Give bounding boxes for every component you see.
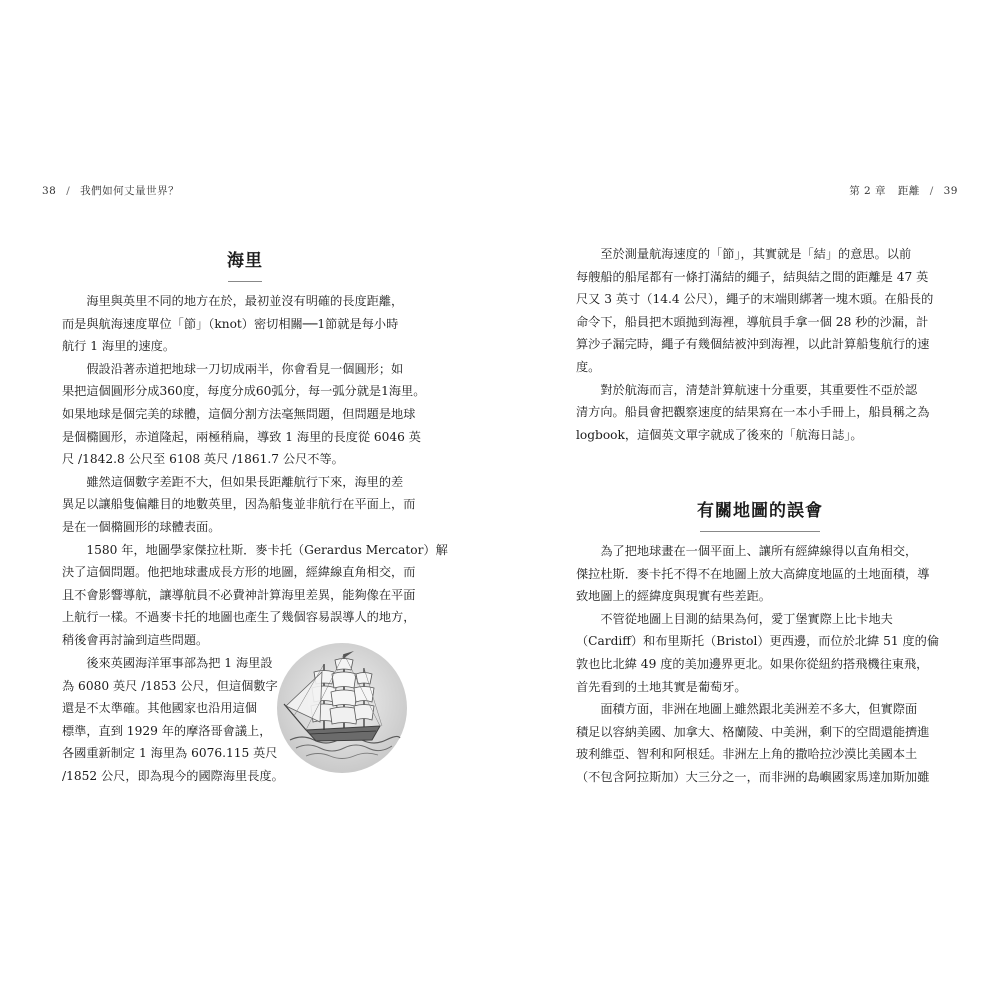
text-line: 各國重新制定 1 海里為 6076.115 英尺: [62, 746, 278, 761]
text-line: 果把這個圓形分成360度，每度分成60弧分，每一弧分就是1海里。: [62, 384, 426, 399]
text-line: 傑拉杜斯．麥卡托不得不在地圖上放大高緯度地區的土地面積，導: [576, 566, 930, 581]
text-line: 異足以讓船隻偏離目的地數英里，因為船隻並非航行在平面上，而: [62, 497, 416, 512]
text-line: 標準，直到 1929 年的摩洛哥會議上，: [62, 723, 272, 738]
text-line: 積足以容納美國、加拿大、格蘭陵、中美洲，剩下的空間還能擠進: [576, 724, 930, 739]
section-title-nautical-mile: [190, 246, 300, 282]
text-line: /1852 公尺，即為現今的國際海里長度。: [62, 768, 284, 783]
text-line: 敦也比北緯 49 度的美加邊界更北。如果你從紐約搭飛機往東飛，: [576, 656, 929, 671]
sailing-ship-icon: [276, 642, 408, 774]
text-line: 還是不太準確。其他國家也沿用這個: [62, 701, 257, 716]
text-line: 不管從地圖上目測的結果為何，愛丁堡實際上比卡地夫: [576, 611, 893, 626]
text-line: 算沙子漏完時，繩子有幾個結被沖到海裡，以此計算船隻航行的速: [576, 337, 930, 352]
text-line: 是在一個橢圓形的球體表面。: [62, 519, 221, 534]
text-line: 上航行一樣。不過麥卡托的地圖也產生了幾個容易誤導人的地方，: [62, 610, 416, 625]
section-title-text: 有關地圖的誤會: [697, 501, 823, 521]
text-line: 後來英國海洋軍事部為把 1 海里設: [62, 656, 273, 670]
text-line: 面積方面，非洲在地圖上雖然跟北美洲差不多大，但實際面: [576, 702, 918, 717]
text-line: 對於航海而言，清楚計算航速十分重要，其重要性不亞於認: [576, 382, 918, 397]
text-line: 尺 /1842.8 公尺至 6108 英尺 /1861.7 公尺不等。: [62, 452, 344, 467]
text-line: 且不會影響導航，讓導航員不必費神計算海里差異，能夠像在平面: [62, 587, 416, 602]
text-line: 雖然這個數字差距不大，但如果長距離航行下來，海里的差: [62, 474, 404, 489]
running-head-separator: /: [929, 185, 934, 197]
running-head-separator: /: [66, 185, 71, 197]
text-line: 而是與航海速度單位「節」（knot）密切相關──1節就是每小時: [62, 316, 399, 331]
text-line: 海里與英里不同的地方在於，最初並沒有明確的長度距離，: [62, 294, 404, 308]
section-title-rule: [228, 281, 262, 282]
section-title-map-misconceptions: [680, 496, 840, 532]
running-head-left: [42, 183, 179, 198]
text-line: （Cardiff）和布里斯托（Bristol）更西邊，而位於北緯 51 度的倫: [576, 634, 940, 649]
body-text-right-bottom: [576, 540, 956, 789]
text-line: 航行 1 海里的速度。: [62, 339, 176, 354]
text-line: （不包含阿拉斯加）大三分之一，而非洲的島嶼國家馬達加斯加雖: [576, 769, 930, 784]
text-line: 清方向。船員會把觀察速度的結果寫在一本小手冊上，船員稱之為: [576, 405, 930, 420]
text-line: 假設沿著赤道把地球一刀切成兩半，你會看見一個圓形；如: [62, 361, 404, 376]
running-head-right: [849, 183, 958, 198]
page-number-right: 39: [943, 185, 958, 197]
text-line: 為 6080 英尺 /1853 公尺，但這個數字: [62, 678, 278, 693]
text-line: 尺又 3 英寸（14.4 公尺），繩子的末端則綁著一塊木頭。在船長的: [576, 292, 934, 307]
text-line: 度。: [576, 359, 601, 374]
text-line: 至於測量航海速度的「節」，其實就是「結」的意思。以前: [576, 247, 912, 261]
section-title-text: 海里: [227, 251, 263, 271]
text-line: 如果地球是個完美的球體，這個分割方法毫無問題，但問題是地球: [62, 406, 416, 421]
text-line: 玻利維亞、智利和阿根廷。非洲左上角的撒哈拉沙漠比美國本土: [576, 747, 918, 762]
body-text-right-top: [576, 243, 956, 446]
right-page: [500, 0, 1000, 1000]
text-line: 首先看到的土地其實是葡萄牙。: [576, 679, 747, 694]
text-line: logbook，這個英文單字就成了後來的「航海日誌」。: [576, 427, 863, 442]
body-text-left: [62, 290, 448, 652]
text-line: 決了這個問題。他把地球畫成長方形的地圖，經緯線直角相交，而: [62, 565, 416, 580]
text-line: 每艘船的船尾都有一條打滿結的繩子，結與結之間的距離是 47 英: [576, 269, 929, 284]
text-line: 稍後會再討論到這些問題。: [62, 632, 209, 647]
book-title: 我們如何丈量世界？: [80, 185, 180, 197]
section-title-rule: [700, 531, 820, 532]
chapter-number: 第 2 章: [849, 185, 887, 197]
chapter-title: 距離: [897, 185, 920, 197]
text-line: 命令下，船員把木頭拋到海裡，導航員手拿一個 28 秒的沙漏，計: [576, 314, 929, 329]
text-line: 為了把地球畫在一個平面上、讓所有經緯線得以直角相交，: [576, 544, 918, 558]
text-line: 致地圖上的經緯度與現實有些差距。: [576, 589, 771, 604]
text-line: 是個橢圓形，赤道隆起，兩極稍扁，導致 1 海里的長度從 6046 英: [62, 429, 421, 444]
body-text-left-wrap: [62, 652, 282, 788]
page-number-left: 38: [42, 185, 57, 197]
text-line: 1580 年，地圖學家傑拉杜斯．麥卡托（Gerardus Mercator）解: [62, 542, 448, 557]
